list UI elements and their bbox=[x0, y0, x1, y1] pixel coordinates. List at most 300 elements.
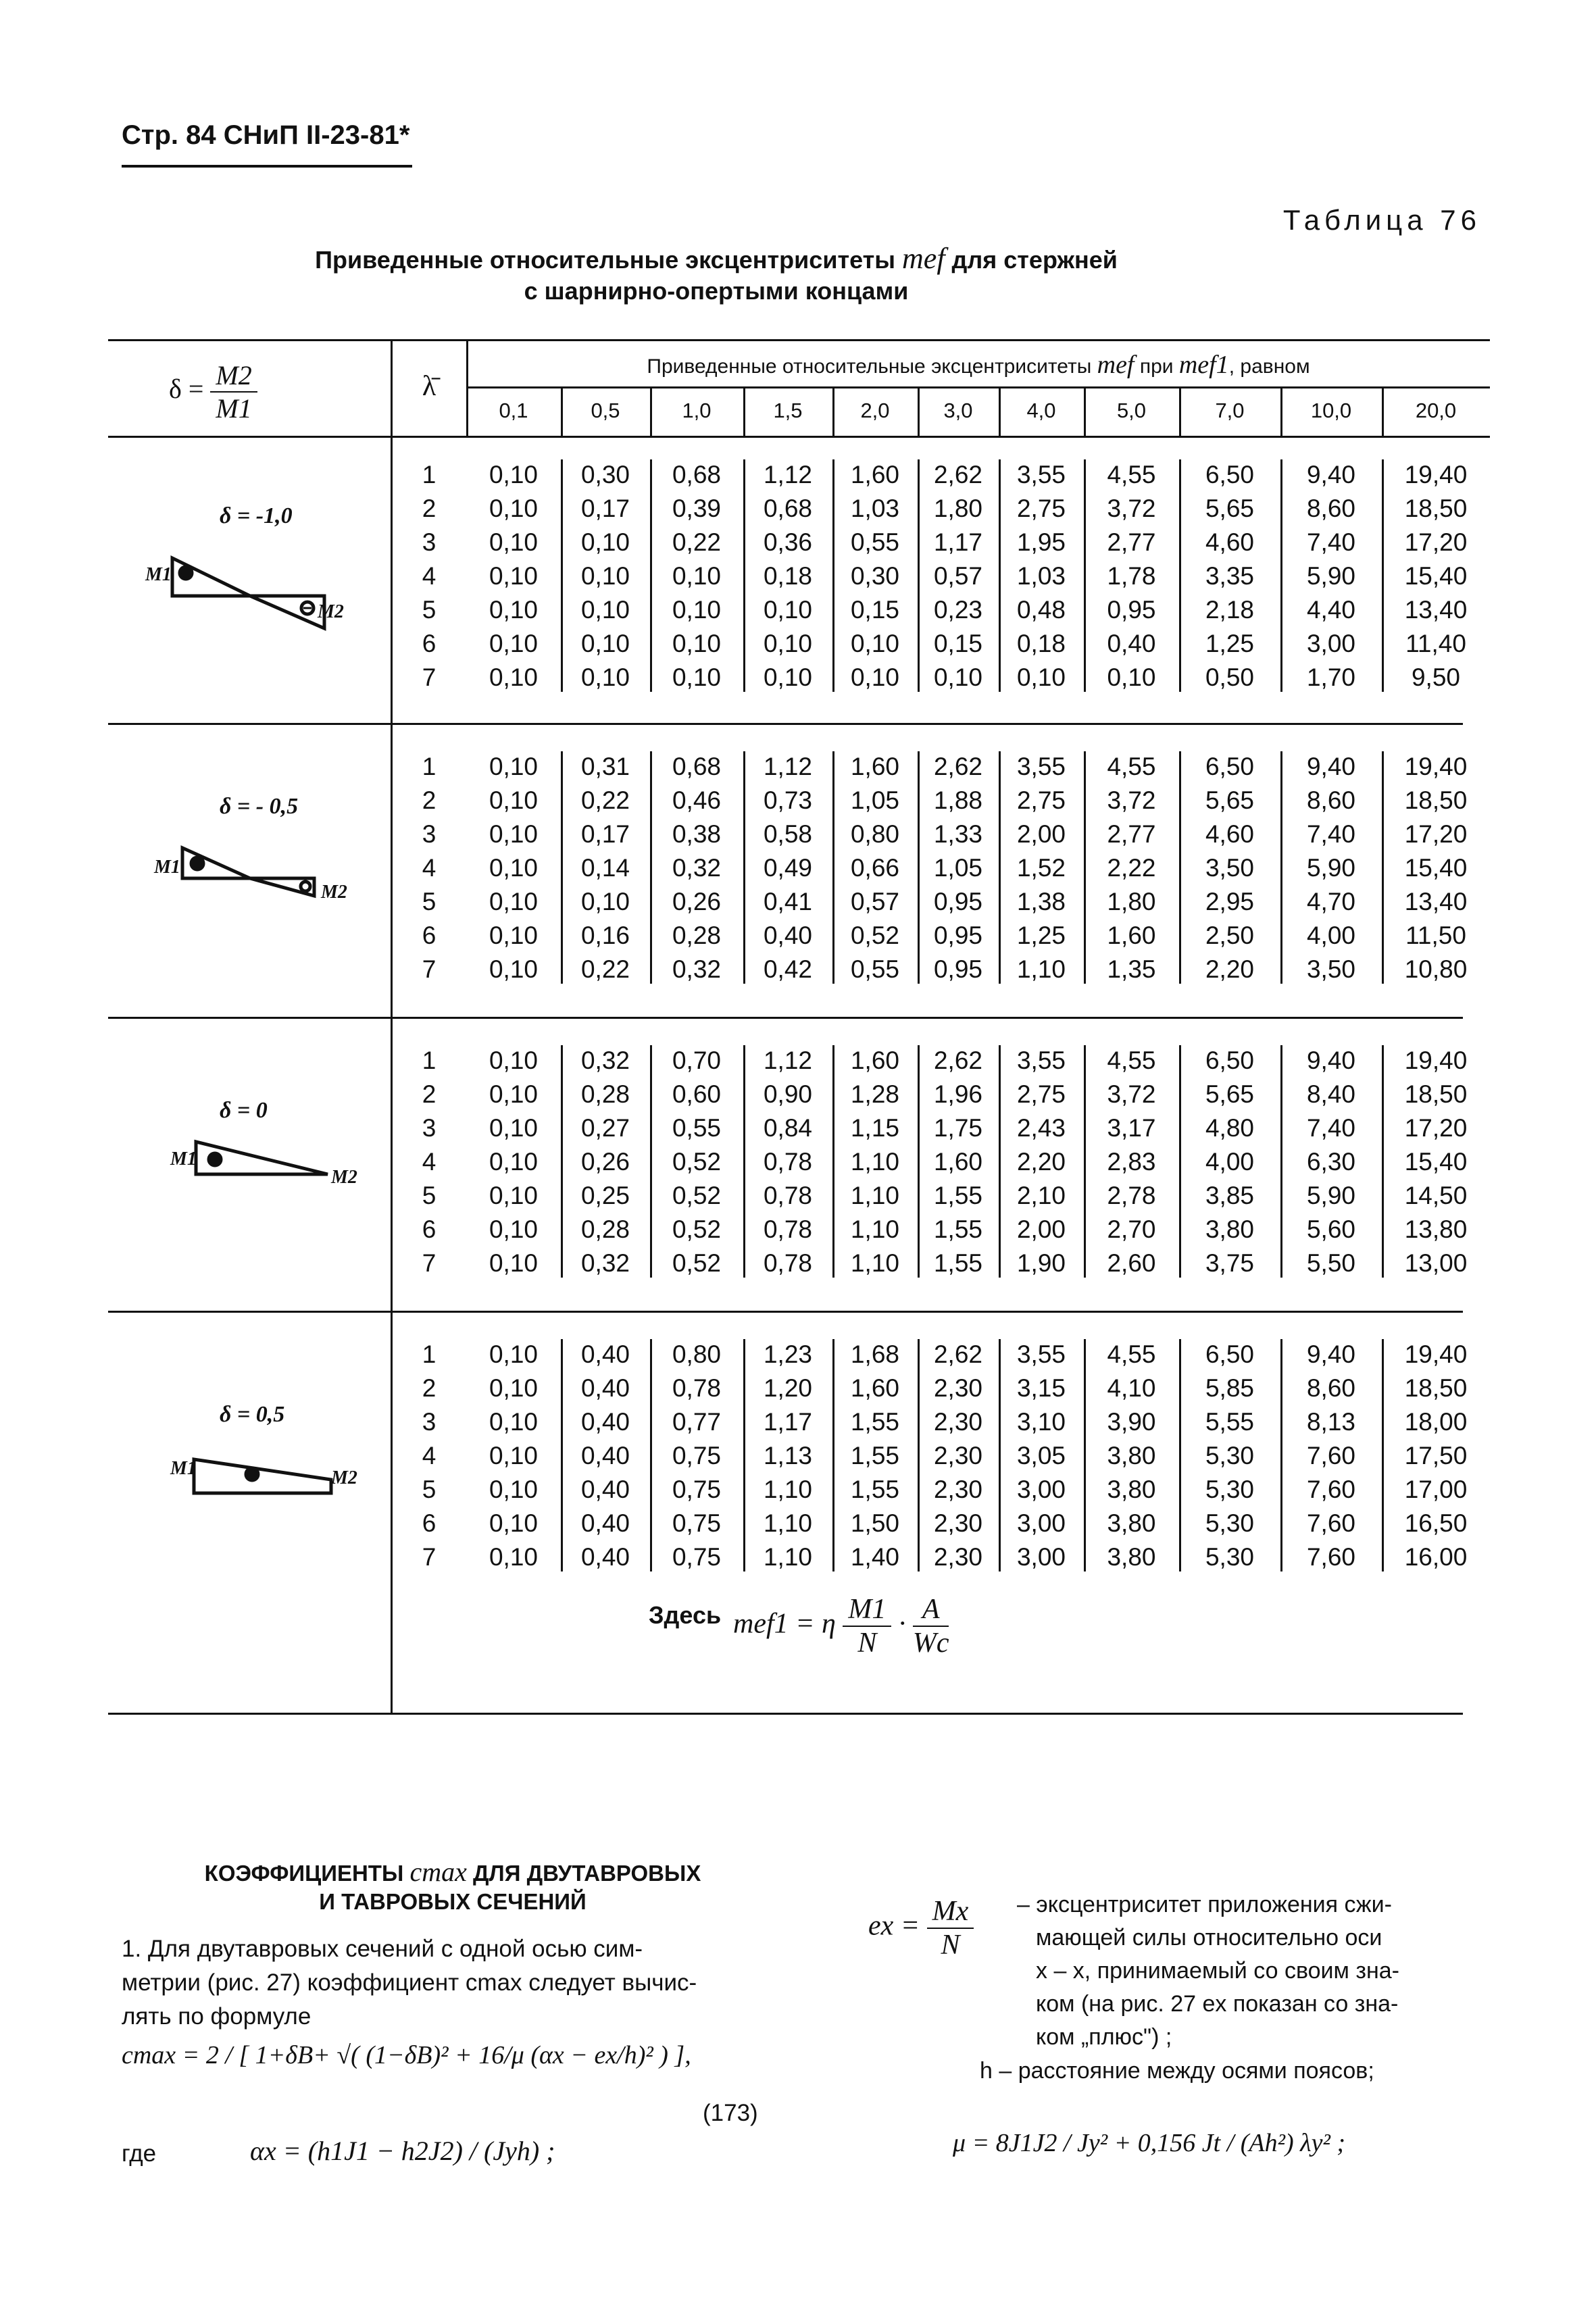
lambda-cell: 5 bbox=[422, 1182, 437, 1209]
table-cell: 4,80 bbox=[1205, 1114, 1254, 1142]
lambda-cell: 4 bbox=[422, 854, 437, 882]
table-cell: 1,52 bbox=[1016, 854, 1066, 882]
table-cell: 4,55 bbox=[1107, 1047, 1156, 1074]
mu-formula: μ = 8J1J2 / Jy² + 0,156 Jt / (Ah²) λy² ; bbox=[953, 2129, 1346, 2157]
ex-fraction bbox=[927, 1895, 974, 1961]
table-cell: 0,18 bbox=[1016, 630, 1066, 657]
diagram-delta-minus-05 bbox=[182, 848, 314, 896]
table-cell: 1,75 bbox=[933, 1114, 982, 1142]
table-cell: 18,50 bbox=[1404, 1374, 1468, 1402]
table-cell: 0,16 bbox=[580, 922, 630, 949]
table-cell: 0,26 bbox=[580, 1148, 630, 1176]
table-cell: 0,50 bbox=[1205, 663, 1254, 691]
table-cell: 0,78 bbox=[763, 1148, 812, 1176]
table-cell: 0,10 bbox=[763, 663, 812, 691]
table-cell: 0,57 bbox=[933, 562, 982, 590]
table-cell: 10,80 bbox=[1404, 955, 1468, 983]
table-caption bbox=[243, 243, 1189, 307]
table-cell: 2,75 bbox=[1016, 1080, 1066, 1108]
h-description: h – расстояние между осями поясов; bbox=[980, 2058, 1374, 2084]
note-fraction-2 bbox=[913, 1593, 949, 1659]
table-cell: 7,40 bbox=[1306, 820, 1355, 848]
moment-m1-label: M1 bbox=[145, 564, 172, 585]
lambda-cell: 2 bbox=[422, 1080, 437, 1108]
table-cell: 2,50 bbox=[1205, 922, 1254, 949]
section-title-line-2: И ТАВРОВЫХ СЕЧЕНИЙ bbox=[319, 1889, 587, 1914]
table-cell: 4,55 bbox=[1107, 461, 1156, 488]
table-cell: 1,23 bbox=[763, 1340, 812, 1368]
table-cell: 1,55 bbox=[933, 1182, 982, 1209]
table-cell: 1,03 bbox=[1016, 562, 1066, 590]
table-cell: 0,10 bbox=[489, 1408, 538, 1436]
table-cell: 7,40 bbox=[1306, 1114, 1355, 1142]
ex-line: x – x, принимаемый со своим зна- bbox=[1036, 1958, 1399, 1984]
table-cell: 0,95 bbox=[933, 955, 982, 983]
header-bottom-rule bbox=[108, 436, 1490, 438]
table-cell: 9,40 bbox=[1306, 753, 1355, 780]
table-cell: 0,10 bbox=[489, 1442, 538, 1469]
table-cell: 0,55 bbox=[850, 955, 899, 983]
table-cell: 2,30 bbox=[933, 1543, 982, 1571]
ex-den: N bbox=[941, 1930, 960, 1961]
lambda-cell: 6 bbox=[422, 922, 437, 949]
table-cell: 1,55 bbox=[850, 1442, 899, 1469]
table-cell: 0,39 bbox=[672, 495, 721, 522]
table-cell: 2,62 bbox=[933, 1047, 982, 1074]
table-cell: 17,00 bbox=[1404, 1476, 1468, 1503]
ex-line: мающей силы относительно оси bbox=[1036, 1925, 1382, 1951]
table-cell: 0,78 bbox=[672, 1374, 721, 1402]
table-cell: 5,90 bbox=[1306, 562, 1355, 590]
group-header-mid: при bbox=[1134, 355, 1179, 378]
table-cell: 18,50 bbox=[1404, 786, 1468, 814]
table-cell: 0,10 bbox=[489, 596, 538, 624]
table-cell: 0,49 bbox=[763, 854, 812, 882]
delta-label: δ = 0,5 bbox=[220, 1402, 285, 1427]
paragraph-line: метрии (рис. 27) коэффициент cmax следует вычис- bbox=[122, 1969, 697, 1996]
table-cell: 1,60 bbox=[1107, 922, 1156, 949]
lambda-cell: 4 bbox=[422, 1442, 437, 1469]
table-cell: 5,30 bbox=[1205, 1509, 1254, 1537]
table-cell: 0,14 bbox=[580, 854, 630, 882]
table-bottom-rule bbox=[108, 1713, 1463, 1715]
table-cell: 0,52 bbox=[672, 1249, 721, 1277]
lambda-cell: 4 bbox=[422, 1148, 437, 1176]
table-cell: 2,30 bbox=[933, 1408, 982, 1436]
table-cell: 0,32 bbox=[580, 1047, 630, 1074]
table-cell: 1,10 bbox=[763, 1543, 812, 1571]
lambda-cell: 3 bbox=[422, 528, 437, 556]
moment-diagrams bbox=[108, 439, 391, 1709]
table-cell: 2,77 bbox=[1107, 528, 1156, 556]
table-cell: 0,22 bbox=[580, 955, 630, 983]
table-cell: 1,17 bbox=[933, 528, 982, 556]
table-cell: 2,10 bbox=[1016, 1182, 1066, 1209]
ex-line: ком (на рис. 27 ex показан со зна- bbox=[1036, 1991, 1399, 2017]
table-cell: 16,50 bbox=[1404, 1509, 1468, 1537]
table-cell: 0,10 bbox=[489, 1182, 538, 1209]
table-cell: 8,60 bbox=[1306, 1374, 1355, 1402]
table-cell: 0,22 bbox=[672, 528, 721, 556]
table-cell: 2,20 bbox=[1205, 955, 1254, 983]
table-cell: 0,52 bbox=[672, 1148, 721, 1176]
table-cell: 1,60 bbox=[933, 1148, 982, 1176]
table-cell: 4,55 bbox=[1107, 1340, 1156, 1368]
table-cell: 1,40 bbox=[850, 1543, 899, 1571]
table-cell: 0,10 bbox=[489, 1215, 538, 1243]
table-cell: 3,72 bbox=[1107, 1080, 1156, 1108]
section-title bbox=[189, 1858, 716, 1916]
table-cell: 0,10 bbox=[489, 786, 538, 814]
table-cell: 0,40 bbox=[580, 1374, 630, 1402]
table-cell: 9,40 bbox=[1306, 1340, 1355, 1368]
column-group-header bbox=[468, 350, 1489, 380]
moment-m1-label: M1 bbox=[170, 1458, 197, 1479]
group-header-sym1: mef bbox=[1097, 351, 1134, 379]
paragraph-line: лять по формуле bbox=[122, 2003, 311, 2030]
table-cell: 5,30 bbox=[1205, 1543, 1254, 1571]
table-cell: 1,10 bbox=[1016, 955, 1066, 983]
lambda-cell: 7 bbox=[422, 663, 437, 691]
table-cell: 3,50 bbox=[1205, 854, 1254, 882]
table-cell: 3,80 bbox=[1107, 1476, 1156, 1503]
table-cell: 0,10 bbox=[489, 753, 538, 780]
table-cell: 0,10 bbox=[489, 1340, 538, 1368]
formula-number: (173) bbox=[703, 2100, 758, 2126]
table-cell: 2,95 bbox=[1205, 888, 1254, 915]
lambda-cell: 2 bbox=[422, 786, 437, 814]
table-cell: 0,10 bbox=[489, 1476, 538, 1503]
table-cell: 4,40 bbox=[1306, 596, 1355, 624]
table-cell: 7,60 bbox=[1306, 1476, 1355, 1503]
table-cell: 1,12 bbox=[763, 461, 812, 488]
table-cell: 0,84 bbox=[763, 1114, 812, 1142]
table-cell: 0,40 bbox=[580, 1340, 630, 1368]
table-cell: 3,05 bbox=[1016, 1442, 1066, 1469]
table-cell: 0,55 bbox=[672, 1114, 721, 1142]
table-cell: 2,30 bbox=[933, 1509, 982, 1537]
table-cell: 0,10 bbox=[1107, 663, 1156, 691]
table-cell: 0,90 bbox=[763, 1080, 812, 1108]
table-cell: 9,50 bbox=[1411, 663, 1460, 691]
table-cell: 1,68 bbox=[850, 1340, 899, 1368]
table-cell: 0,17 bbox=[580, 495, 630, 522]
ex-lhs: ex = bbox=[868, 1910, 920, 1942]
table-cell: 2,78 bbox=[1107, 1182, 1156, 1209]
table-cell: 17,20 bbox=[1404, 820, 1468, 848]
table-cell: 0,95 bbox=[933, 922, 982, 949]
table-cell: 2,62 bbox=[933, 1340, 982, 1368]
delta-fraction bbox=[210, 359, 257, 424]
table-cell: 0,32 bbox=[672, 854, 721, 882]
table-cell: 3,72 bbox=[1107, 786, 1156, 814]
table-cell: 0,10 bbox=[580, 888, 630, 915]
table-cell: 6,50 bbox=[1205, 1047, 1254, 1074]
column-header: 0,5 bbox=[591, 399, 620, 422]
table-cell: 1,12 bbox=[763, 1047, 812, 1074]
table-cell: 0,41 bbox=[763, 888, 812, 915]
table-cell: 0,57 bbox=[850, 888, 899, 915]
table-cell: 3,55 bbox=[1016, 461, 1066, 488]
table-cell: 5,90 bbox=[1306, 1182, 1355, 1209]
column-header: 3,0 bbox=[943, 399, 973, 422]
table-cell: 2,18 bbox=[1205, 596, 1254, 624]
table-cell: 0,75 bbox=[672, 1476, 721, 1503]
table-cell: 0,10 bbox=[489, 1249, 538, 1277]
group-header-sym2: mef1 bbox=[1178, 351, 1229, 379]
lambda-cell: 6 bbox=[422, 1509, 437, 1537]
table-cell: 2,75 bbox=[1016, 786, 1066, 814]
table-cell: 3,72 bbox=[1107, 495, 1156, 522]
table-cell: 17,20 bbox=[1404, 528, 1468, 556]
table-cell: 0,40 bbox=[1107, 630, 1156, 657]
table-cell: 1,13 bbox=[763, 1442, 812, 1469]
table-cell: 0,52 bbox=[850, 922, 899, 949]
table-cell: 7,40 bbox=[1306, 528, 1355, 556]
table-cell: 0,10 bbox=[489, 461, 538, 488]
table-cell: 5,60 bbox=[1306, 1215, 1355, 1243]
table-cell: 8,60 bbox=[1306, 786, 1355, 814]
note-f1-den: N bbox=[857, 1628, 877, 1659]
table-cell: 1,80 bbox=[1107, 888, 1156, 915]
table-cell: 2,77 bbox=[1107, 820, 1156, 848]
table-cell: 1,17 bbox=[763, 1408, 812, 1436]
table-cell: 0,10 bbox=[672, 562, 721, 590]
section-title-end: ДЛЯ ДВУТАВРОВЫХ bbox=[466, 1861, 701, 1886]
table-cell: 18,50 bbox=[1404, 495, 1468, 522]
diagram-delta-0 bbox=[196, 1142, 328, 1174]
section-title-symbol: cmax bbox=[409, 1857, 467, 1887]
table-cell: 1,05 bbox=[850, 786, 899, 814]
table-cell: 1,03 bbox=[850, 495, 899, 522]
table-cell: 0,48 bbox=[1016, 596, 1066, 624]
table-cell: 1,60 bbox=[850, 1374, 899, 1402]
table-cell: 1,20 bbox=[763, 1374, 812, 1402]
ex-num: Mx bbox=[927, 1895, 974, 1929]
caption-line-2: с шарнирно-опертыми концами bbox=[524, 277, 909, 305]
group-header-text: Приведенные относительные эксцентриситеты bbox=[647, 355, 1097, 378]
table-cell: 0,78 bbox=[763, 1249, 812, 1277]
table-cell: 0,77 bbox=[672, 1408, 721, 1436]
note-f2-den: Wc bbox=[912, 1628, 949, 1659]
table-cell: 0,10 bbox=[580, 562, 630, 590]
lambda-cell: 1 bbox=[422, 753, 437, 780]
table-cell: 18,00 bbox=[1404, 1408, 1468, 1436]
table-cell: 19,40 bbox=[1404, 461, 1468, 488]
table-cell: 0,25 bbox=[580, 1182, 630, 1209]
column-header: 2,0 bbox=[860, 399, 890, 422]
moment-m2-label: M2 bbox=[331, 1167, 357, 1188]
table-cell: 1,35 bbox=[1107, 955, 1156, 983]
table-cell: 0,40 bbox=[763, 922, 812, 949]
note-dot: · bbox=[898, 1608, 906, 1640]
table-cell: 0,32 bbox=[580, 1249, 630, 1277]
table-cell: 0,68 bbox=[763, 495, 812, 522]
table-cell: 0,23 bbox=[933, 596, 982, 624]
table-cell: 2,22 bbox=[1107, 854, 1156, 882]
table-cell: 11,50 bbox=[1405, 922, 1466, 949]
table-cell: 1,55 bbox=[850, 1408, 899, 1436]
table-cell: 1,70 bbox=[1306, 663, 1355, 691]
table-cell: 0,10 bbox=[489, 955, 538, 983]
table-cell: 4,00 bbox=[1306, 922, 1355, 949]
table-cell: 0,15 bbox=[933, 630, 982, 657]
table-cell: 1,78 bbox=[1107, 562, 1156, 590]
table-cell: 0,78 bbox=[763, 1215, 812, 1243]
table-cell: 0,38 bbox=[672, 820, 721, 848]
table-cell: 0,52 bbox=[672, 1215, 721, 1243]
column-header: 1,5 bbox=[773, 399, 803, 422]
table-cell: 2,30 bbox=[933, 1476, 982, 1503]
moment-m1-label: M1 bbox=[154, 857, 180, 878]
table-cell: 15,40 bbox=[1404, 854, 1468, 882]
section-paragraph bbox=[122, 1932, 797, 2034]
table-cell: 3,00 bbox=[1016, 1476, 1066, 1503]
column-header: 0,1 bbox=[499, 399, 528, 422]
table-cell: 0,75 bbox=[672, 1543, 721, 1571]
table-cell: 0,30 bbox=[850, 562, 899, 590]
table-cell: 4,00 bbox=[1205, 1148, 1254, 1176]
table-cell: 13,40 bbox=[1404, 888, 1468, 915]
table-cell: 0,10 bbox=[1016, 663, 1066, 691]
table-cell: 2,00 bbox=[1016, 820, 1066, 848]
table-cell: 5,65 bbox=[1205, 786, 1254, 814]
table-cell: 1,25 bbox=[1205, 630, 1254, 657]
table-cell: 0,78 bbox=[763, 1182, 812, 1209]
table-cell: 2,83 bbox=[1107, 1148, 1156, 1176]
table-cell: 0,18 bbox=[763, 562, 812, 590]
table-cell: 19,40 bbox=[1404, 1340, 1468, 1368]
lambda-cell: 1 bbox=[422, 461, 437, 488]
table-cell: 0,10 bbox=[489, 820, 538, 848]
table-cell: 3,55 bbox=[1016, 1340, 1066, 1368]
column-header: 10,0 bbox=[1310, 399, 1352, 422]
table-cell: 9,40 bbox=[1306, 1047, 1355, 1074]
lambda-header: λ̄ bbox=[422, 371, 437, 402]
note-f2-num: A bbox=[913, 1593, 949, 1627]
table-cell: 3,17 bbox=[1107, 1114, 1156, 1142]
delta-denominator: M1 bbox=[216, 393, 252, 424]
table-number: Таблица 76 bbox=[1282, 204, 1481, 236]
table-cell: 0,10 bbox=[489, 562, 538, 590]
table-cell: 0,58 bbox=[763, 820, 812, 848]
table-cell: 0,52 bbox=[672, 1182, 721, 1209]
table-cell: 0,31 bbox=[580, 753, 630, 780]
table-cell: 3,00 bbox=[1016, 1509, 1066, 1537]
table-cell: 1,10 bbox=[763, 1476, 812, 1503]
table-cell: 3,55 bbox=[1016, 753, 1066, 780]
table-cell: 2,43 bbox=[1016, 1114, 1066, 1142]
table-cell: 0,42 bbox=[763, 955, 812, 983]
table-cell: 0,10 bbox=[489, 854, 538, 882]
lambda-cell: 5 bbox=[422, 596, 437, 624]
table-cell: 1,96 bbox=[933, 1080, 982, 1108]
table-cell: 1,60 bbox=[850, 1047, 899, 1074]
table-cell: 2,62 bbox=[933, 753, 982, 780]
delta-label: δ = - 0,5 bbox=[220, 794, 299, 819]
alpha-formula: αx = (h1J1 − h2J2) / (Jyh) ; bbox=[250, 2136, 555, 2166]
header-rule bbox=[122, 165, 412, 168]
table-cell: 17,50 bbox=[1404, 1442, 1468, 1469]
table-cell: 2,60 bbox=[1107, 1249, 1156, 1277]
moment-m1-label: M1 bbox=[170, 1149, 197, 1169]
table-cell: 8,60 bbox=[1306, 495, 1355, 522]
table-cell: 1,55 bbox=[850, 1476, 899, 1503]
table-cell: 2,30 bbox=[933, 1442, 982, 1469]
lambda-cell: 4 bbox=[422, 562, 437, 590]
table-cell: 3,00 bbox=[1306, 630, 1355, 657]
table-cell: 5,30 bbox=[1205, 1476, 1254, 1503]
table-cell: 3,80 bbox=[1107, 1509, 1156, 1537]
table-cell: 0,28 bbox=[672, 922, 721, 949]
table-cell: 0,66 bbox=[850, 854, 899, 882]
diagram-delta-minus-1 bbox=[172, 558, 324, 628]
table-cell: 0,46 bbox=[672, 786, 721, 814]
table-cell: 0,70 bbox=[672, 1047, 721, 1074]
note-formula bbox=[733, 1593, 949, 1659]
table-cell: 1,28 bbox=[850, 1080, 899, 1108]
delta-symbol: δ = bbox=[169, 374, 204, 405]
table-cell: 0,40 bbox=[580, 1442, 630, 1469]
ex-description bbox=[1017, 1888, 1490, 2054]
table-cell: 0,40 bbox=[580, 1543, 630, 1571]
table-cell: 3,90 bbox=[1107, 1408, 1156, 1436]
table-cell: 0,10 bbox=[489, 528, 538, 556]
delta-definition bbox=[169, 359, 257, 424]
table-cell: 4,10 bbox=[1107, 1374, 1156, 1402]
section-title-text: КОЭФФИЦИЕНТЫ bbox=[204, 1861, 410, 1886]
table-cell: 3,80 bbox=[1107, 1543, 1156, 1571]
note-fraction-1 bbox=[843, 1593, 891, 1659]
table-cell: 0,28 bbox=[580, 1215, 630, 1243]
table-cell: 0,10 bbox=[580, 528, 630, 556]
group-header-end: , равном bbox=[1228, 355, 1310, 378]
table-cell: 0,10 bbox=[489, 663, 538, 691]
table-cell: 3,15 bbox=[1016, 1374, 1066, 1402]
column-header: 5,0 bbox=[1116, 399, 1147, 422]
note-lhs: mef1 = η bbox=[733, 1608, 836, 1640]
lambda-cell: 5 bbox=[422, 1476, 437, 1503]
table-cell: 0,80 bbox=[672, 1340, 721, 1368]
table-cell: 0,73 bbox=[763, 786, 812, 814]
table-cell: 0,10 bbox=[850, 630, 899, 657]
table-cell: 0,10 bbox=[489, 1047, 538, 1074]
table-cell: 0,10 bbox=[489, 1509, 538, 1537]
table-cell: 13,80 bbox=[1404, 1215, 1468, 1243]
table-cell: 0,10 bbox=[580, 663, 630, 691]
formula-173: cmax = 2 / [ 1+δB+ √( (1−δB)² + 16/μ (αx − ex/h)² ) ], bbox=[122, 2041, 691, 2069]
column-header: 7,0 bbox=[1215, 399, 1245, 422]
table-cell: 15,40 bbox=[1404, 562, 1468, 590]
table-cell: 1,88 bbox=[933, 786, 982, 814]
table-cell: 0,10 bbox=[489, 1148, 538, 1176]
moment-m2-label: M2 bbox=[331, 1467, 357, 1488]
table-cell: 2,62 bbox=[933, 461, 982, 488]
note-word: Здесь bbox=[649, 1601, 722, 1629]
table-cell: 8,40 bbox=[1306, 1080, 1355, 1108]
table-cell: 0,10 bbox=[580, 630, 630, 657]
table-cell: 1,60 bbox=[850, 461, 899, 488]
lambda-cell: 1 bbox=[422, 1047, 437, 1074]
table-cell: 0,10 bbox=[489, 888, 538, 915]
table-cell: 0,10 bbox=[580, 596, 630, 624]
table-cell: 3,10 bbox=[1016, 1408, 1066, 1436]
ex-line: – эксцентриситет приложения сжи- bbox=[1017, 1892, 1392, 1917]
table-cell: 0,75 bbox=[672, 1442, 721, 1469]
table-cell: 1,12 bbox=[763, 753, 812, 780]
table-cell: 1,60 bbox=[850, 753, 899, 780]
table-cell: 1,10 bbox=[763, 1509, 812, 1537]
